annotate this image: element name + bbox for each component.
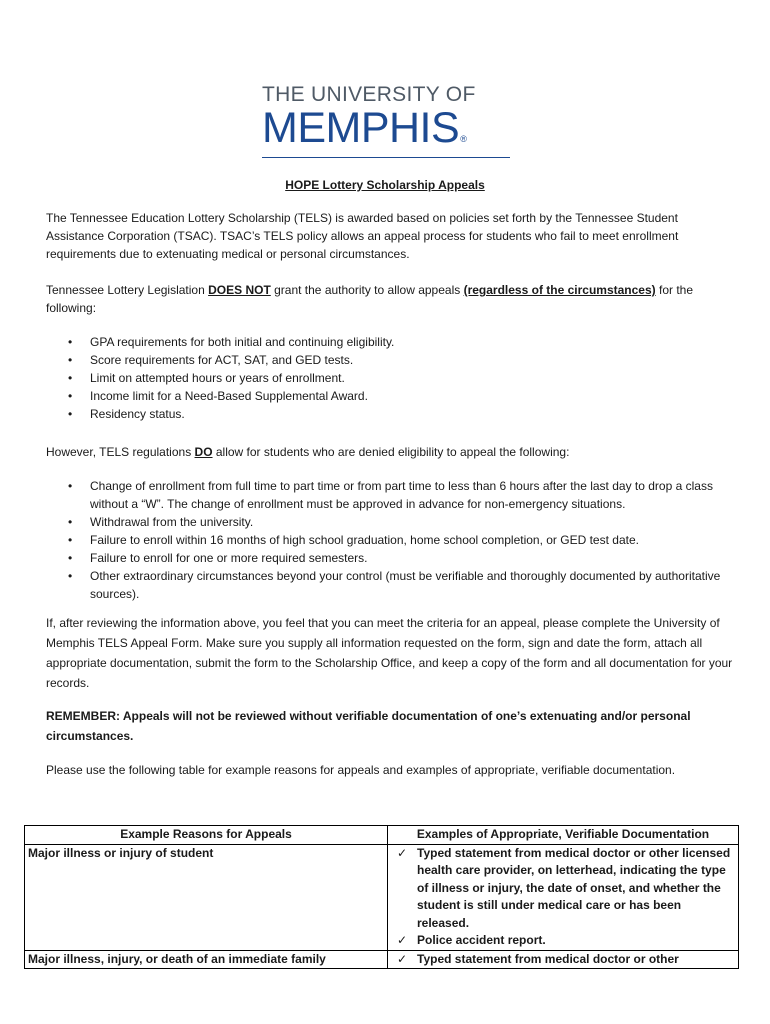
instructions-paragraph: If, after reviewing the information above, you feel that you can meet the criteria for an appeal, please complete the University of Memphis TELS Appeal Form. Make sure you supply all information requested on the form, sign and date the form, attach all appropriate documentation, submit the form to the Scholarship Office, and keep a copy of the form and all documentation for your records.	[46, 616, 733, 690]
bullet-icon: •	[68, 479, 73, 493]
list-item	[46, 405, 736, 423]
checkmark-icon: ✓	[397, 845, 408, 860]
list-item	[46, 477, 736, 513]
legislation-post: for the following:	[46, 283, 694, 315]
bullet-icon: •	[68, 335, 73, 349]
list-item-text: Score requirements for ACT, SAT, and GED tests.	[90, 353, 354, 367]
list-item-text: Income limit for a Need-Based Supplemental Award.	[90, 389, 368, 403]
list-item-text: Limit on attempted hours or years of enrollment.	[90, 371, 345, 385]
list-item	[46, 333, 736, 351]
docs-list	[391, 951, 735, 969]
checkmark-icon: ✓	[397, 933, 408, 947]
list-item	[391, 932, 735, 950]
list-item-text: Other extraordinary circumstances beyond your control (must be verifiable and thoroughly documented by authoritative sources).	[90, 569, 721, 601]
logo-divider	[262, 157, 510, 158]
reason-cell: Major illness or injury of student	[25, 844, 388, 950]
list-item-text: Failure to enroll within 16 months of high school graduation, home school completion, or GED test date.	[90, 533, 639, 547]
however-paragraph	[46, 443, 736, 461]
list-item	[46, 513, 736, 531]
list-item-text: Residency status.	[90, 407, 185, 421]
doc-text: Police accident report.	[417, 933, 546, 947]
list-item	[391, 951, 735, 969]
logo-line-1: THE UNIVERSITY OF	[262, 83, 476, 106]
bullet-icon: •	[68, 569, 73, 583]
bullet-icon: •	[68, 371, 73, 385]
reason-cell: Major illness, injury, or death of an immediate family	[25, 950, 388, 969]
docs-cell	[388, 950, 739, 969]
list-item-text: GPA requirements for both initial and continuing eligibility.	[90, 335, 395, 349]
however-pre: However, TELS regulations	[46, 445, 195, 459]
logo-wordmark: MEMPHIS	[262, 104, 460, 152]
list-item	[46, 531, 736, 549]
legislation-mid: grant the authority to allow appeals	[270, 283, 464, 297]
legislation-paragraph	[46, 281, 736, 317]
however-emph-do: DO	[194, 445, 213, 459]
legislation-pre: Tennessee Lottery Legislation	[46, 283, 209, 297]
however-post: allow for students who are denied eligibility to appeal the following:	[212, 445, 570, 459]
list-item	[46, 351, 736, 369]
doc-text: Typed statement from medical doctor or other	[417, 951, 679, 966]
header-documentation: Examples of Appropriate, Verifiable Documentation	[388, 826, 739, 845]
list-item-text: Failure to enroll for one or more required semesters.	[90, 551, 368, 565]
doc-text: Typed statement from medical doctor or other licensed health care provider, on letterhead, indicating the type of illness or injury, the date of onset, and whether the student is still under medical care or has been released.	[417, 845, 731, 930]
checkmark-icon: ✓	[397, 951, 408, 966]
intro-paragraph: The Tennessee Education Lottery Scholarship (TELS) is awarded based on policies set forth by the Tennessee Student Assistance Corporation (TSAC). TSAC’s TELS policy allows an appeal process for students who fail to meet enrollment requirements due to extenuating medical or personal circumstances.	[46, 211, 679, 261]
bullet-icon: •	[68, 389, 73, 403]
bullet-icon: •	[68, 515, 73, 529]
logo-line-2	[262, 104, 510, 160]
list-item-text: Withdrawal from the university.	[90, 515, 254, 529]
list-item-text: Change of enrollment from full time to part time or from part time to less than 6 hours after the last day to drop a class without a “W”. The change of enrollment must be approved in advance for non-emergency situations.	[90, 479, 713, 511]
legislation-emph-does-not: DOES NOT	[208, 283, 271, 297]
bullet-icon: •	[68, 533, 73, 547]
university-logo	[262, 84, 510, 160]
table-intro: Please use the following table for example reasons for appeals and examples of appropriate, verifiable documentation.	[46, 763, 676, 777]
registered-mark: ®	[460, 134, 467, 144]
remember-paragraph: REMEMBER: Appeals will not be reviewed without verifiable documentation of one’s extenuating and/or personal circumstances.	[46, 709, 691, 743]
docs-list	[391, 845, 735, 950]
table-row	[25, 844, 739, 950]
not-allowed-list	[46, 333, 736, 423]
table-header-row	[25, 826, 739, 845]
list-item	[46, 549, 736, 567]
list-item	[46, 369, 736, 387]
list-item	[391, 845, 735, 933]
allowed-list	[46, 477, 736, 603]
list-item	[46, 387, 736, 405]
table-row	[25, 950, 739, 969]
appeals-table	[24, 825, 739, 969]
legislation-emph-regardless: (regardless of the circumstances)	[463, 283, 656, 297]
docs-cell	[388, 844, 739, 950]
bullet-icon: •	[68, 353, 73, 367]
bullet-icon: •	[68, 407, 73, 421]
bullet-icon: •	[68, 551, 73, 565]
page-title: HOPE Lottery Scholarship Appeals	[285, 178, 485, 192]
header-reasons: Example Reasons for Appeals	[25, 826, 388, 845]
list-item	[46, 567, 736, 603]
